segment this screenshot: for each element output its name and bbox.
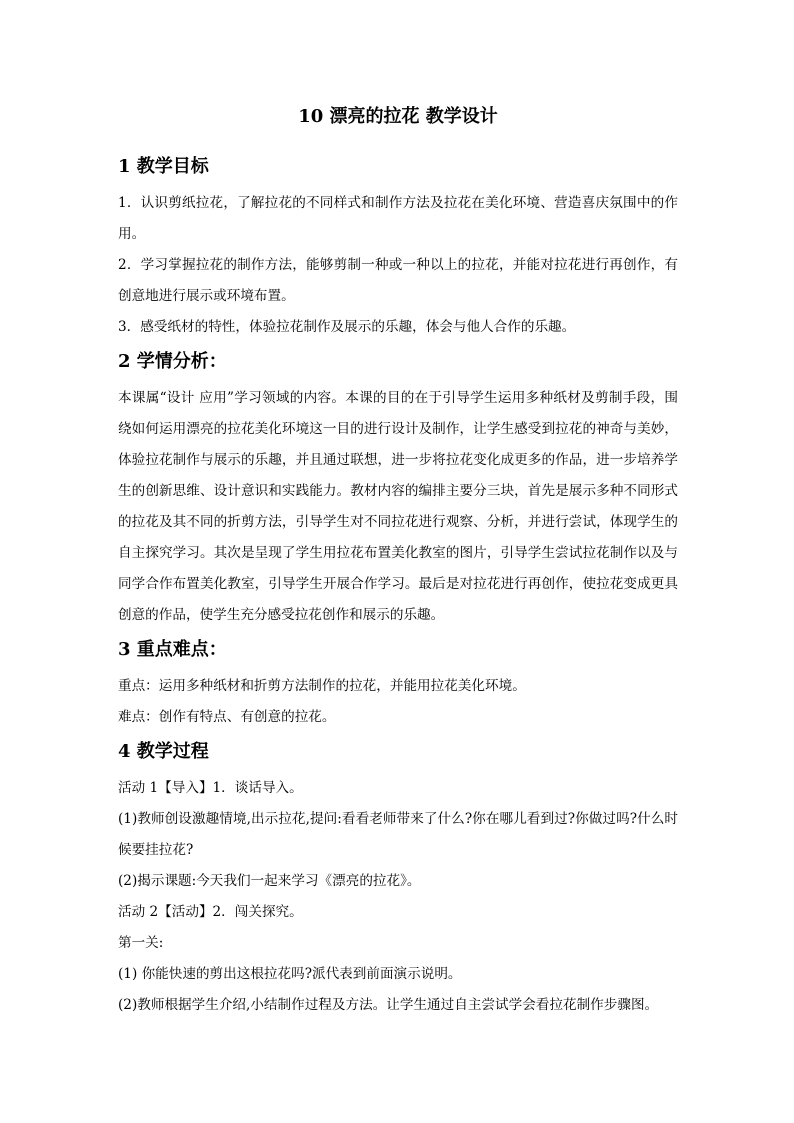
activity-2-title: 活动 2【活动】2．闯关探究。 — [118, 904, 303, 920]
difficult-point: 难点：创作有特点、有创意的拉花。 — [118, 709, 336, 725]
document-title: 10 漂亮的拉花 教学设计 — [298, 106, 498, 127]
section-heading-analysis: 2 学情分析： — [118, 351, 227, 372]
document-body — [118, 104, 678, 1021]
goal-item-2: 2．学习掌握拉花的制作方法，能够剪制一种或一种以上的拉花，并能对拉花进行再创作，有创意地进行展示或环境布置。 — [118, 257, 678, 304]
level-one-label: 第一关: — [118, 935, 164, 951]
section-heading-key-points: 3 重点难点： — [118, 639, 227, 660]
section-heading-process: 4 教学过程 — [118, 741, 209, 762]
goal-item-3: 3．感受纸材的特性，体验拉花制作及展示的乐趣，体会与他人合作的乐趣。 — [118, 319, 576, 335]
activity-1-step-1: (1)教师创设激趣情境,出示拉花,提问:看看老师带来了什么?你在哪儿看到过?你做过吗?什么时候要挂拉花? — [118, 811, 678, 858]
section-heading-goals: 1 教学目标 — [118, 156, 209, 177]
activity-1-title: 活动 1【导入】1．谈话导入。 — [118, 780, 303, 796]
analysis-paragraph: 本课属“设计 应用”学习领域的内容。本课的目的在于引导学生运用多种纸材及剪制手段，围绕如何运用漂亮的拉花美化环境这一目的进行设计及制作，让学生感受到拉花的神奇与美妙，体验拉花制作与展示的乐趣，并且通过联想，进一步将拉花变化成更多的作品，进一步培养学生的创新思维、设计意识和实践能力。教材内容的编排主要分三块，首先是展示多种不同形式的拉花及其不同的折剪方法，引导学生对不同拉花进行观察、分析，并进行尝试，体现学生的自主探究学习。其次是呈现了学生用拉花布置美化教室的图片，引导学生尝试拉花制作以及与同学合作布置美化教室，引导学生开展合作学习。最后是对拉花进行再创作，使拉花变成更具创意的作品，使学生充分感受拉花创作和展示的乐趣。 — [118, 390, 678, 623]
key-point: 重点：运用多种纸材和折剪方法制作的拉花，并能用拉花美化环境。 — [118, 678, 526, 694]
activity-1-step-2: (2)揭示课题:今天我们一起来学习《漂亮的拉花》。 — [118, 873, 421, 889]
level-one-step-2: (2)教师根据学生介绍,小结制作过程及方法。让学生通过自主尝试学会看拉花制作步骤图。 — [118, 997, 659, 1013]
goal-item-1: 1．认识剪纸拉花，了解拉花的不同样式和制作方法及拉花在美化环境、营造喜庆氛围中的作用。 — [118, 195, 678, 242]
level-one-step-1: (1) 你能快速的剪出这根拉花吗?派代表到前面演示说明。 — [118, 966, 462, 982]
